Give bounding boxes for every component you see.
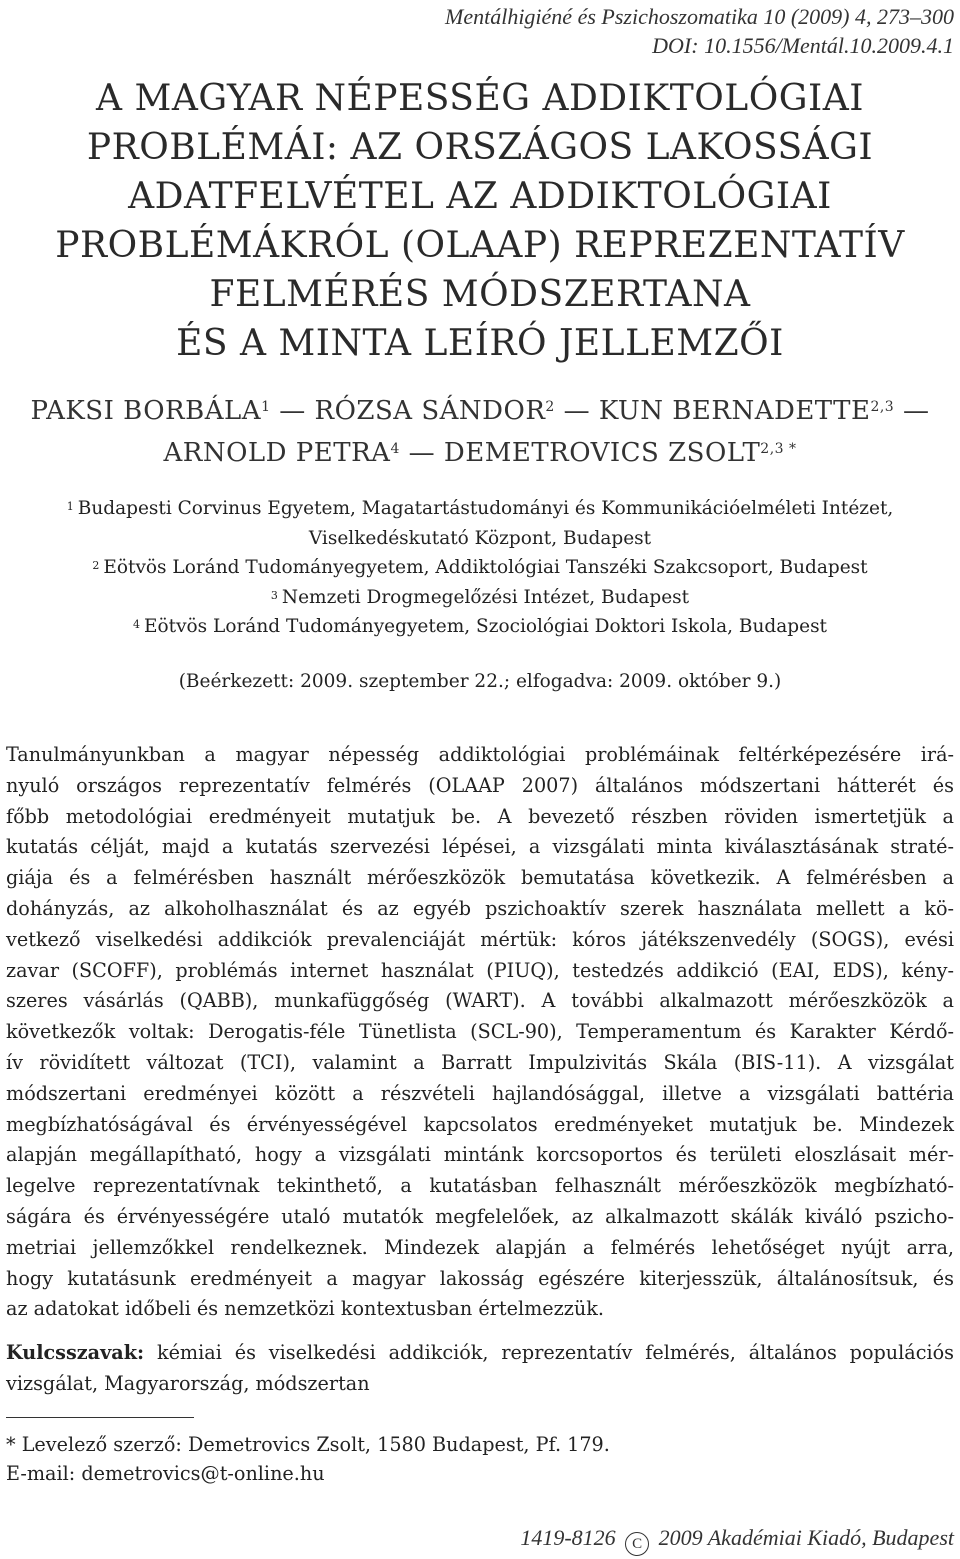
affiliation-line <box>0 494 960 524</box>
journal-citation: Mentálhigiéné és Pszichoszomatika 10 (2009) 4, 273–300 <box>445 4 954 29</box>
author-separator: — <box>554 396 599 426</box>
keywords-line: vizsgálat, Magyarország, módszertan <box>6 1371 370 1395</box>
abstract-line: ív rövidített változat (TCI), valamint a Barratt Impulzivitás Skála (BIS-11). A vizsgálat <box>6 1050 954 1074</box>
author-separator: — <box>270 396 315 426</box>
affiliation-number: 4 <box>133 618 140 631</box>
abstract-line: szeres vásárlás (QABB), munkafüggőség (WART). A további alkalmazott mérőeszközök a <box>6 989 954 1013</box>
affiliation-text: Viselkedéskutató Központ, Budapest <box>308 527 652 549</box>
title-line: FELMÉRÉS MÓDSZERTANA <box>209 274 751 315</box>
abstract-line: következők voltak: Derogatis-féle Tünetlista (SCL-90), Temperamentum és Karakter Kérdő- <box>6 1020 954 1044</box>
abstract-line: metriai jellemzőkkel rendelkeznek. Mindezek alapján a felmérés lehetőséget nyújt arra, <box>6 1235 954 1259</box>
journal-header <box>445 2 954 60</box>
author-name: RÓZSA SÁNDOR <box>314 396 546 426</box>
issn: 1419-8126 <box>520 1525 616 1550</box>
author-line <box>10 390 950 432</box>
author-name: PAKSI BORBÁLA <box>30 396 262 426</box>
author-affiliation-marker: 2,3 * <box>760 441 797 457</box>
footnote-address: * Levelező szerző: Demetrovics Zsolt, 1580 Budapest, Pf. 179. <box>6 1433 610 1456</box>
abstract-line: vetkező viselkedési addikciók prevalenciáját mértük: kóros játékszenvedély (SOGS), evési <box>6 927 954 951</box>
author-affiliation-marker: 4 <box>390 441 400 457</box>
author-list <box>10 390 950 474</box>
article-title <box>20 74 940 368</box>
publisher-footer <box>520 1523 954 1556</box>
abstract-line: kutatás célját, majd a kutatás szervezési lépései, a vizsgálati minta kiválasztásának straté- <box>6 835 954 859</box>
author-line <box>10 432 950 474</box>
affiliation-text: Eötvös Loránd Tudományegyetem, Addiktológiai Tanszéki Szakcsoport, Budapest <box>103 557 868 578</box>
author-name: ARNOLD PETRA <box>163 438 391 468</box>
author-affiliation-marker: 1 <box>261 399 271 415</box>
author-name: DEMETROVICS ZSOLT <box>443 438 761 468</box>
abstract-line: dohányzás, az alkoholhasználat és az egyéb pszichoaktív szerek használata mellett a kö- <box>6 896 954 920</box>
affiliation-text: Nemzeti Drogmegelőzési Intézet, Budapest <box>281 586 690 608</box>
abstract-line: giája és a felmérésben használt mérőeszközök bemutatása következik. A felmérésben a <box>6 866 954 890</box>
abstract-line: alapján megállapítható, hogy a vizsgálati mintánk korcsoportos és területi eloszlásait mér- <box>6 1143 954 1167</box>
abstract-line: zavar (SCOFF), problémás internet használat (PIUQ), testedzés addikció (EAI, EDS), kény- <box>6 958 954 982</box>
author-affiliation-marker: 2 <box>545 399 555 415</box>
received-dates: (Beérkezett: 2009. szeptember 22.; elfogadva: 2009. október 9.) <box>178 671 782 692</box>
affiliation-line <box>0 612 960 642</box>
keywords-label: Kulcsszavak: <box>6 1341 145 1364</box>
abstract-line: ságára és érvényességére utaló mutatók megfelelőek, az alkalmazott skálák kiváló pszicho- <box>6 1204 954 1228</box>
abstract-line: nyuló országos reprezentatív felmérés (OLAAP 2007) általános módszertani hátterét és <box>6 773 954 797</box>
affiliation-number: 1 <box>66 500 74 513</box>
affiliation-line <box>0 583 960 613</box>
keywords-line <box>6 1338 954 1369</box>
affiliation-number: 2 <box>92 559 100 572</box>
affiliation-line <box>0 553 960 583</box>
abstract-line: főbb metodológiai eredményeit mutatjuk be. A bevezető részben röviden ismertetjük a <box>6 804 954 828</box>
author-affiliation-marker: 2,3 <box>870 399 895 415</box>
abstract-line: hogy kutatásunk eredményeit a magyar lakosság egészére kiterjesszük, általánosítsuk, és <box>6 1266 954 1290</box>
title-line: ÉS A MINTA LEÍRÓ JELLEMZŐI <box>176 323 784 364</box>
author-separator: — <box>894 396 930 426</box>
author-separator: — <box>399 438 444 468</box>
publisher-line: 2009 Akadémiai Kiadó, Budapest <box>658 1525 954 1550</box>
affiliation-line <box>0 524 960 554</box>
copyright-icon: C <box>625 1532 649 1556</box>
affiliation-list <box>0 494 960 642</box>
affiliation-text: Eötvös Loránd Tudományegyetem, Szociológiai Doktori Iskola, Budapest <box>144 616 827 637</box>
abstract-line: módszertani eredményei között a részvételi hajlandósággal, illetve a vizsgálati battéria <box>6 1081 954 1105</box>
affiliation-text: Budapesti Corvinus Egyetem, Magatartástudományi és Kommunikációelméleti Intézet, <box>77 498 894 519</box>
abstract-line: legelve reprezentatívnak tekinthető, a kutatásban felhasznált mérőeszközök megbízható- <box>6 1174 954 1198</box>
author-name: KUN BERNADETTE <box>598 396 871 426</box>
abstract <box>6 740 954 1325</box>
keywords-text: kémiai és viselkedési addikciók, reprezentatív felmérés, általános populációs <box>144 1341 954 1364</box>
journal-doi: DOI: 10.1556/Mentál.10.2009.4.1 <box>652 33 954 58</box>
abstract-line: az adatokat időbeli és nemzetközi kontextusban értelmezzük. <box>6 1297 604 1321</box>
title-line: A MAGYAR NÉPESSÉG ADDIKTOLÓGIAI <box>96 78 864 119</box>
title-line: PROBLÉMÁI: AZ ORSZÁGOS LAKOSSÁGI <box>86 127 874 168</box>
keywords <box>6 1338 954 1400</box>
footnote-divider <box>6 1417 194 1418</box>
affiliation-number: 3 <box>270 588 278 602</box>
corresponding-author-footnote <box>6 1430 610 1488</box>
title-line: ADATFELVÉTEL AZ ADDIKTOLÓGIAI <box>128 176 832 217</box>
footnote-email: E-mail: demetrovics@t-online.hu <box>6 1462 325 1485</box>
abstract-line: Tanulmányunkban a magyar népesség addiktológiai problémáinak feltérképezésére irá- <box>6 743 954 766</box>
title-line: PROBLÉMÁKRÓL (OLAAP) REPREZENTATÍV <box>55 225 905 266</box>
abstract-line: megbízhatóságával és érvényességével kapcsolatos eredményeket mutatjuk be. Mindezek <box>6 1112 954 1136</box>
